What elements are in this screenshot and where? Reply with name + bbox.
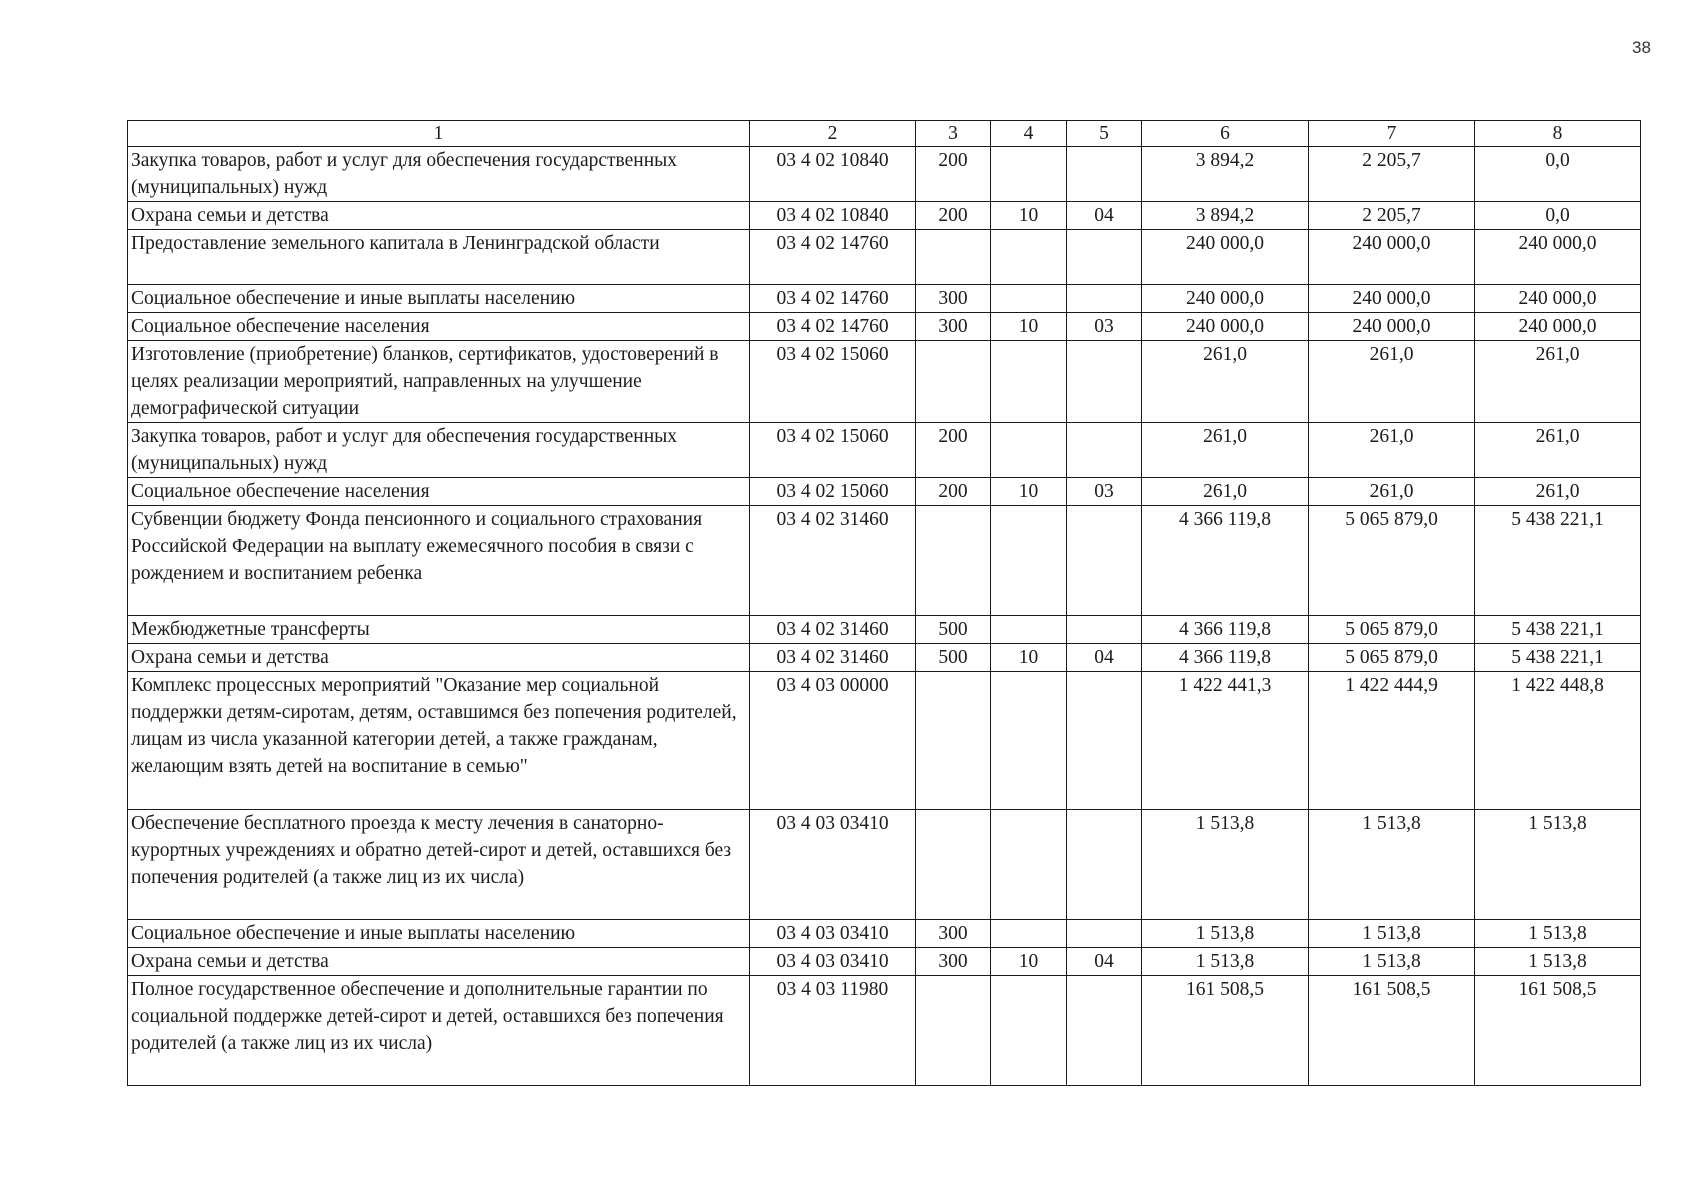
table-row bbox=[128, 948, 1641, 976]
row-value-6: 1 422 441,3 bbox=[1142, 672, 1309, 810]
table-row bbox=[128, 285, 1641, 313]
column-header: 2 bbox=[750, 121, 916, 147]
row-value-8: 261,0 bbox=[1475, 341, 1641, 423]
row-code: 03 4 03 00000 bbox=[750, 672, 916, 810]
row-code: 03 4 03 11980 bbox=[750, 976, 916, 1086]
row-value-7: 161 508,5 bbox=[1309, 976, 1475, 1086]
row-col4: 10 bbox=[991, 478, 1067, 506]
row-col3: 300 bbox=[916, 285, 991, 313]
row-value-7: 1 513,8 bbox=[1309, 920, 1475, 948]
table-row bbox=[128, 672, 1641, 810]
row-code: 03 4 03 03410 bbox=[750, 920, 916, 948]
column-header: 7 bbox=[1309, 121, 1475, 147]
row-code: 03 4 02 15060 bbox=[750, 341, 916, 423]
row-col5 bbox=[1067, 423, 1142, 478]
row-value-7: 261,0 bbox=[1309, 341, 1475, 423]
table-row bbox=[128, 423, 1641, 478]
row-value-6: 261,0 bbox=[1142, 423, 1309, 478]
row-value-6: 1 513,8 bbox=[1142, 920, 1309, 948]
row-col4 bbox=[991, 672, 1067, 810]
row-col4 bbox=[991, 341, 1067, 423]
row-col3 bbox=[916, 810, 991, 920]
table-row bbox=[128, 478, 1641, 506]
row-col5 bbox=[1067, 616, 1142, 644]
table-row bbox=[128, 616, 1641, 644]
row-col3: 500 bbox=[916, 616, 991, 644]
row-col3: 300 bbox=[916, 920, 991, 948]
row-col3 bbox=[916, 976, 991, 1086]
row-col3 bbox=[916, 672, 991, 810]
row-value-8: 261,0 bbox=[1475, 478, 1641, 506]
row-col5: 04 bbox=[1067, 644, 1142, 672]
row-value-7: 2 205,7 bbox=[1309, 147, 1475, 202]
row-value-8: 240 000,0 bbox=[1475, 313, 1641, 341]
table-row bbox=[128, 313, 1641, 341]
row-value-6: 4 366 119,8 bbox=[1142, 644, 1309, 672]
row-col3 bbox=[916, 230, 991, 285]
row-col5 bbox=[1067, 147, 1142, 202]
column-header: 3 bbox=[916, 121, 991, 147]
row-col5: 03 bbox=[1067, 313, 1142, 341]
row-code: 03 4 02 15060 bbox=[750, 423, 916, 478]
row-col3: 200 bbox=[916, 202, 991, 230]
table-row bbox=[128, 230, 1641, 285]
row-code: 03 4 02 14760 bbox=[750, 285, 916, 313]
row-col4: 10 bbox=[991, 313, 1067, 341]
row-value-7: 1 422 444,9 bbox=[1309, 672, 1475, 810]
row-col5 bbox=[1067, 976, 1142, 1086]
row-code: 03 4 03 03410 bbox=[750, 948, 916, 976]
row-code: 03 4 02 14760 bbox=[750, 230, 916, 285]
row-code: 03 4 02 15060 bbox=[750, 478, 916, 506]
row-name: Закупка товаров, работ и услуг для обеспечения государственных (муниципальных) нужд bbox=[128, 423, 750, 478]
row-col4 bbox=[991, 230, 1067, 285]
row-name: Полное государственное обеспечение и дополнительные гарантии по социальной поддержке детей-сирот и детей, оставшихся без попечения родителей (а также лиц из их числа) bbox=[128, 976, 750, 1086]
row-value-6: 1 513,8 bbox=[1142, 810, 1309, 920]
row-value-7: 5 065 879,0 bbox=[1309, 506, 1475, 616]
row-name: Межбюджетные трансферты bbox=[128, 616, 750, 644]
table-row bbox=[128, 202, 1641, 230]
row-name: Социальное обеспечение населения bbox=[128, 478, 750, 506]
column-header: 6 bbox=[1142, 121, 1309, 147]
row-value-7: 240 000,0 bbox=[1309, 313, 1475, 341]
row-col5 bbox=[1067, 810, 1142, 920]
row-col4: 10 bbox=[991, 644, 1067, 672]
row-name: Социальное обеспечение и иные выплаты населению bbox=[128, 285, 750, 313]
row-col4: 10 bbox=[991, 202, 1067, 230]
row-value-7: 240 000,0 bbox=[1309, 230, 1475, 285]
row-value-8: 261,0 bbox=[1475, 423, 1641, 478]
column-header: 1 bbox=[128, 121, 750, 147]
row-col3: 300 bbox=[916, 948, 991, 976]
row-col3: 500 bbox=[916, 644, 991, 672]
row-col5 bbox=[1067, 672, 1142, 810]
row-value-6: 161 508,5 bbox=[1142, 976, 1309, 1086]
row-col5: 03 bbox=[1067, 478, 1142, 506]
row-value-6: 261,0 bbox=[1142, 341, 1309, 423]
row-name: Охрана семьи и детства bbox=[128, 948, 750, 976]
row-value-7: 1 513,8 bbox=[1309, 948, 1475, 976]
row-code: 03 4 02 10840 bbox=[750, 147, 916, 202]
column-number-row bbox=[128, 121, 1641, 147]
row-col5: 04 bbox=[1067, 202, 1142, 230]
row-value-8: 0,0 bbox=[1475, 147, 1641, 202]
page-number: 38 bbox=[1632, 38, 1651, 57]
table-row bbox=[128, 341, 1641, 423]
row-col4 bbox=[991, 285, 1067, 313]
row-value-8: 5 438 221,1 bbox=[1475, 616, 1641, 644]
row-col4 bbox=[991, 147, 1067, 202]
row-code: 03 4 02 10840 bbox=[750, 202, 916, 230]
row-name: Предоставление земельного капитала в Ленинградской области bbox=[128, 230, 750, 285]
row-col4 bbox=[991, 616, 1067, 644]
row-col4 bbox=[991, 423, 1067, 478]
row-name: Охрана семьи и детства bbox=[128, 202, 750, 230]
row-value-6: 240 000,0 bbox=[1142, 230, 1309, 285]
row-col3: 200 bbox=[916, 147, 991, 202]
row-value-8: 0,0 bbox=[1475, 202, 1641, 230]
row-code: 03 4 02 31460 bbox=[750, 506, 916, 616]
row-col3: 200 bbox=[916, 423, 991, 478]
row-col5 bbox=[1067, 341, 1142, 423]
row-col3: 200 bbox=[916, 478, 991, 506]
row-value-7: 5 065 879,0 bbox=[1309, 616, 1475, 644]
row-value-8: 240 000,0 bbox=[1475, 230, 1641, 285]
row-value-7: 1 513,8 bbox=[1309, 810, 1475, 920]
row-col4 bbox=[991, 810, 1067, 920]
table-row bbox=[128, 976, 1641, 1086]
row-value-6: 3 894,2 bbox=[1142, 202, 1309, 230]
row-value-7: 2 205,7 bbox=[1309, 202, 1475, 230]
row-col4 bbox=[991, 506, 1067, 616]
row-value-6: 240 000,0 bbox=[1142, 285, 1309, 313]
table-row bbox=[128, 506, 1641, 616]
table-row bbox=[128, 147, 1641, 202]
row-name: Субвенции бюджету Фонда пенсионного и социального страхования Российской Федерации на выплату ежемесячного пособия в связи с рождением и воспитанием ребенка bbox=[128, 506, 750, 616]
row-value-8: 240 000,0 bbox=[1475, 285, 1641, 313]
row-value-8: 1 513,8 bbox=[1475, 948, 1641, 976]
row-col5 bbox=[1067, 230, 1142, 285]
column-header: 4 bbox=[991, 121, 1067, 147]
row-value-8: 5 438 221,1 bbox=[1475, 506, 1641, 616]
row-value-8: 1 513,8 bbox=[1475, 920, 1641, 948]
row-value-6: 261,0 bbox=[1142, 478, 1309, 506]
row-name: Охрана семьи и детства bbox=[128, 644, 750, 672]
column-header: 8 bbox=[1475, 121, 1641, 147]
row-value-6: 240 000,0 bbox=[1142, 313, 1309, 341]
row-name: Социальное обеспечение населения bbox=[128, 313, 750, 341]
row-value-7: 261,0 bbox=[1309, 423, 1475, 478]
row-value-8: 5 438 221,1 bbox=[1475, 644, 1641, 672]
row-value-7: 261,0 bbox=[1309, 478, 1475, 506]
row-value-7: 240 000,0 bbox=[1309, 285, 1475, 313]
row-code: 03 4 02 31460 bbox=[750, 644, 916, 672]
row-code: 03 4 02 31460 bbox=[750, 616, 916, 644]
row-col5: 04 bbox=[1067, 948, 1142, 976]
row-value-8: 1 422 448,8 bbox=[1475, 672, 1641, 810]
row-name: Изготовление (приобретение) бланков, сертификатов, удостоверений в целях реализации мероприятий, направленных на улучшение демографической ситуации bbox=[128, 341, 750, 423]
row-col4 bbox=[991, 976, 1067, 1086]
row-col4: 10 bbox=[991, 948, 1067, 976]
budget-table bbox=[127, 120, 1641, 1086]
row-value-6: 3 894,2 bbox=[1142, 147, 1309, 202]
row-col5 bbox=[1067, 285, 1142, 313]
row-col3: 300 bbox=[916, 313, 991, 341]
row-name: Закупка товаров, работ и услуг для обеспечения государственных (муниципальных) нужд bbox=[128, 147, 750, 202]
row-name: Социальное обеспечение и иные выплаты населению bbox=[128, 920, 750, 948]
row-code: 03 4 03 03410 bbox=[750, 810, 916, 920]
row-value-8: 1 513,8 bbox=[1475, 810, 1641, 920]
row-value-8: 161 508,5 bbox=[1475, 976, 1641, 1086]
row-value-7: 5 065 879,0 bbox=[1309, 644, 1475, 672]
row-name: Обеспечение бесплатного проезда к месту лечения в санаторно-курортных учреждениях и обратно детей-сирот и детей, оставшихся без попечения родителей (а также лиц из их числа) bbox=[128, 810, 750, 920]
row-col5 bbox=[1067, 506, 1142, 616]
table-row bbox=[128, 644, 1641, 672]
table-row bbox=[128, 810, 1641, 920]
row-code: 03 4 02 14760 bbox=[750, 313, 916, 341]
column-header: 5 bbox=[1067, 121, 1142, 147]
row-value-6: 4 366 119,8 bbox=[1142, 616, 1309, 644]
row-col5 bbox=[1067, 920, 1142, 948]
row-col3 bbox=[916, 341, 991, 423]
row-col3 bbox=[916, 506, 991, 616]
row-value-6: 4 366 119,8 bbox=[1142, 506, 1309, 616]
row-col4 bbox=[991, 920, 1067, 948]
row-value-6: 1 513,8 bbox=[1142, 948, 1309, 976]
table-row bbox=[128, 920, 1641, 948]
row-name: Комплекс процессных мероприятий "Оказание мер социальной поддержки детям-сиротам, детям, оставшимся без попечения родителей, лицам из числа указанной категории детей, а также гражданам, желающим взять детей на воспитание в семью" bbox=[128, 672, 750, 810]
